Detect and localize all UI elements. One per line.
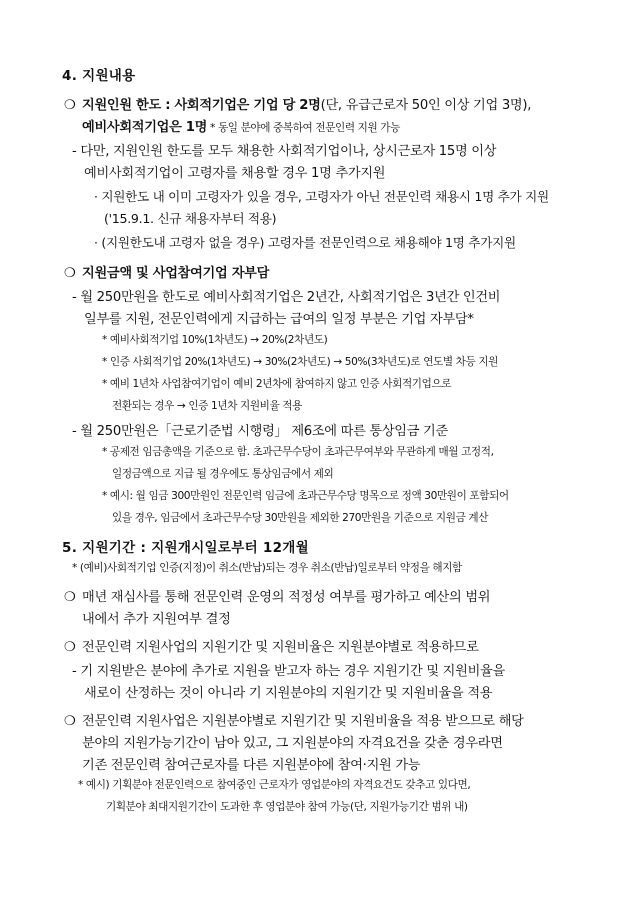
paragraph-reexamination: ❍ 매년 재심사를 통해 전문인력 운영의 적정성 여부를 평가하고 예산의 범위 (64, 590, 491, 605)
paragraph-line: 예비사회적기업이 고령자를 채용할 경우 1명 추가지원 (84, 166, 386, 181)
paragraph-support-limit: ❍ 지원인원 한도 : 사회적기업은 기업 당 2명(단, 유급근로자 50인 이상 기업 3명), (64, 98, 532, 113)
section-5-heading: 5. 지원기간 : 지원개시일로부터 12개월 (62, 540, 309, 556)
paragraph-line: 내에서 추가 지원여부 결정 (82, 612, 231, 627)
paragraph-line: 새로이 산정하는 것이 아니라 기 지원분야의 지원기간 및 지원비율을 적용 (84, 686, 493, 701)
paragraph-field-transfer: ❍ 전문인력 지원사업은 지원분야별로 지원기간 및 지원비율을 적용 받으므로 해당 (64, 714, 524, 729)
paragraph-line: - 다만, 지원인원 한도를 모두 채용한 사회적기업이나, 상시근로자 15명 이상 (72, 144, 497, 159)
circle-bullet-icon: ❍ (64, 590, 76, 605)
paragraph-line: 기존 전문인력 참여근로자를 다른 지원분야에 참여·지원 가능 (82, 758, 421, 773)
paragraph-line: 예비사회적기업은 1명 * 동일 분야에 중복하여 전문인력 지원 가능 (82, 120, 400, 135)
note-line: 전환되는 경우 → 인증 1년차 지원비율 적용 (112, 400, 302, 412)
circle-bullet-icon: ❍ (64, 640, 76, 655)
circle-bullet-icon: ❍ (64, 714, 76, 729)
note-line: · (지원한도내 고령자 없을 경우) 고령자를 전문인력으로 채용해야 1명 추가지원 (94, 235, 516, 250)
note-line: · 지원한도 내 이미 고령자가 있을 경우, 고령자가 아닌 전문인력 채용시 1명 추가 지원 (94, 189, 549, 204)
note-line: ('15.9.1. 신규 채용자부터 적용) (104, 211, 277, 226)
paragraph-support-amount: ❍ 지원금액 및 사업참여기업 자부담 (64, 266, 270, 281)
paragraph-line: - 월 250만원을 한도로 예비사회적기업은 2년간, 사회적기업은 3년간 인건비 (72, 290, 501, 305)
note-line: * (예비)사회적기업 인증(지정)이 취소(반납)되는 경우 취소(반납)일로부터 약정을 해지함 (72, 562, 462, 574)
circle-bullet-icon: ❍ (64, 266, 76, 281)
paragraph-line: 분야의 지원가능기간이 남아 있고, 그 지원분야의 자격요건을 갖춘 경우라면 (82, 736, 503, 751)
note-line: * 예비사회적기업 10%(1차년도) → 20%(2차년도) (102, 334, 328, 346)
paragraph-support-period: ❍ 전문인력 지원사업의 지원기간 및 지원비율은 지원분야별로 적용하므로 (64, 640, 479, 655)
note-line: 있을 경우, 임금에서 초과근무수당 30만원을 제외한 270만원을 기준으로 지원금 계산 (112, 512, 489, 524)
paragraph-line: - 월 250만원은「근로기준법 시행령」 제6조에 따른 통상임금 기준 (72, 424, 448, 439)
paragraph-line: - 기 지원받은 분야에 추가로 지원을 받고자 하는 경우 지원기간 및 지원비율을 (72, 664, 505, 679)
note-line: 일정금액으로 지급 될 경우에도 통상임금에서 제외 (112, 468, 334, 480)
note-line: * 예시) 기획분야 전문인력으로 참여중인 근로자가 영업분야의 자격요건도 갖추고 있다면, (78, 779, 471, 791)
note-line: * 예비 1년차 사업참여기업이 예비 2년차에 참여하지 않고 인증 사회적기업으로 (102, 378, 452, 390)
section-4-heading: 4. 지원내용 (62, 68, 136, 84)
circle-bullet-icon: ❍ (64, 98, 76, 113)
note-line: * 예시: 월 임금 300만원인 전문인력 임금에 초과근무수당 명목으로 정액 30만원이 포함되어 (102, 490, 509, 502)
paragraph-line: 일부를 지원, 전문인력에게 지급하는 급여의 일정 부분은 기업 자부담* (84, 312, 474, 327)
note-line: * 공제전 임금총액을 기준으로 함. 초과근무수당이 초과근무여부와 무관하게 매월 고정적, (102, 446, 494, 458)
note-line: * 인증 사회적기업 20%(1차년도) → 30%(2차년도) → 50%(3차년도)로 연도별 차등 지원 (102, 356, 498, 368)
note-line: 기획분야 최대지원기간이 도과한 후 영업분야 참여 가능(단, 지원가능기간 범위 내) (106, 801, 468, 813)
